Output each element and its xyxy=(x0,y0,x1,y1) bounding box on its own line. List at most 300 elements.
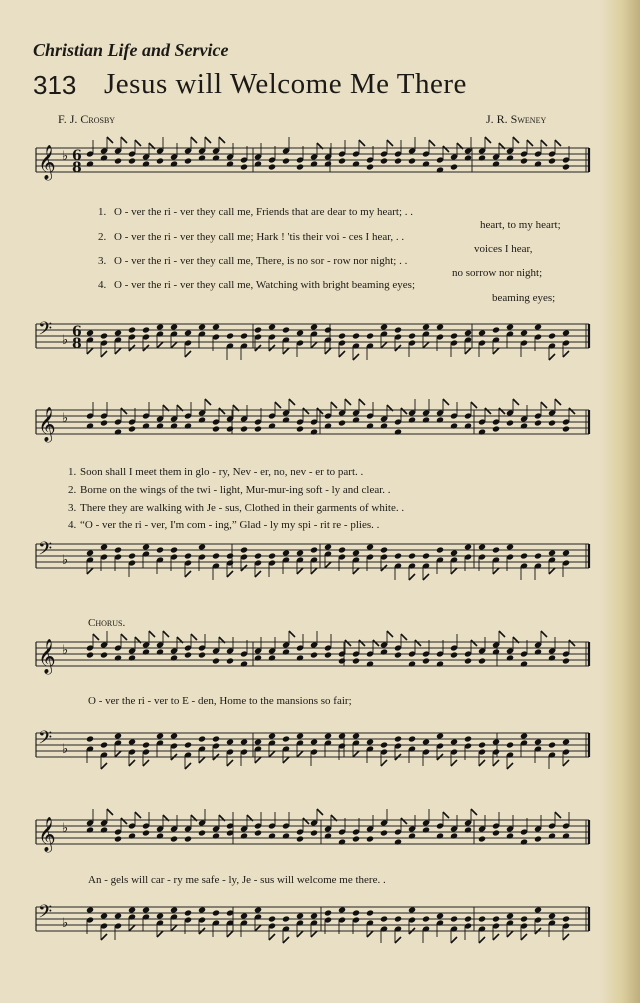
note-head xyxy=(450,549,458,556)
note-head xyxy=(324,160,332,167)
note-head xyxy=(296,912,304,919)
note-head xyxy=(128,654,136,661)
note-head xyxy=(296,163,304,170)
note-head xyxy=(394,735,402,742)
note-flag xyxy=(359,399,365,405)
note-head xyxy=(170,160,178,167)
note-head xyxy=(226,552,234,559)
verse-b-2-lyric: Borne on the wings of the twi - light, Mur-mur-ing soft - ly and clear. . xyxy=(80,484,391,496)
note-flag xyxy=(163,631,169,637)
note-head xyxy=(240,912,248,919)
note-head xyxy=(282,915,290,922)
time-signature-bottom: 8 xyxy=(72,160,82,176)
note-head xyxy=(506,912,514,919)
bass-clef: 𝄢 xyxy=(38,902,53,927)
note-flag xyxy=(569,640,575,646)
note-head xyxy=(464,329,472,336)
note-head xyxy=(86,549,94,556)
note-flag xyxy=(171,925,177,931)
note-head xyxy=(100,419,108,426)
note-head xyxy=(86,651,94,658)
note-flag xyxy=(185,763,191,769)
note-head xyxy=(506,741,514,748)
note-head xyxy=(464,915,472,922)
verse-b-4-number: 4. xyxy=(68,519,77,531)
flat-key-signature: ♭ xyxy=(62,821,69,836)
note-head xyxy=(296,425,304,432)
flat-key-signature: ♭ xyxy=(62,643,69,658)
note-flag xyxy=(297,568,303,574)
note-head xyxy=(128,157,136,164)
note-flag xyxy=(359,140,365,146)
note-head xyxy=(184,157,192,164)
note-head xyxy=(338,906,346,913)
note-flag xyxy=(297,931,303,937)
note-head xyxy=(296,835,304,842)
note-flag xyxy=(269,934,275,940)
note-head xyxy=(142,906,150,913)
note-head xyxy=(310,428,318,435)
chorus-label: Chorus. xyxy=(88,617,126,629)
note-head xyxy=(520,838,528,845)
note-head xyxy=(520,732,528,739)
note-head xyxy=(114,912,122,919)
note-flag xyxy=(129,925,135,931)
note-head xyxy=(240,738,248,745)
note-head xyxy=(436,166,444,173)
note-head xyxy=(338,657,346,664)
note-head xyxy=(142,160,150,167)
note-head xyxy=(198,154,206,161)
note-flag xyxy=(283,757,289,763)
note-head xyxy=(268,832,276,839)
note-flag xyxy=(415,640,421,646)
note-head xyxy=(268,915,276,922)
note-head xyxy=(562,832,570,839)
bass-clef: 𝄢 xyxy=(38,539,53,564)
note-flag xyxy=(381,760,387,766)
note-head xyxy=(408,735,416,742)
chorus-lyric-2: An - gels will car - ry me safe - ly, Je - sus will welcome me there. . xyxy=(88,874,386,886)
note-flag xyxy=(345,640,351,646)
verse-2-echo: voices I hear, xyxy=(474,243,533,255)
note-flag xyxy=(185,571,191,577)
note-head xyxy=(562,549,570,556)
note-head xyxy=(478,329,486,336)
note-head xyxy=(86,906,94,913)
note-head xyxy=(422,323,430,330)
note-head xyxy=(394,552,402,559)
section-heading: Christian Life and Service xyxy=(33,40,229,60)
author-credit: F. J. Crosby xyxy=(58,112,116,126)
note-head xyxy=(380,915,388,922)
note-head xyxy=(366,332,374,339)
note-head xyxy=(240,660,248,667)
note-flag xyxy=(199,757,205,763)
note-flag xyxy=(353,568,359,574)
note-flag xyxy=(401,634,407,640)
note-flag xyxy=(387,631,393,637)
note-head xyxy=(128,326,136,333)
note-head xyxy=(128,425,136,432)
note-flag xyxy=(541,631,547,637)
note-head xyxy=(408,157,416,164)
note-flag xyxy=(499,631,505,637)
note-flag xyxy=(303,818,309,824)
note-head xyxy=(408,660,416,667)
note-head xyxy=(548,549,556,556)
note-head xyxy=(142,326,150,333)
note-head xyxy=(324,326,332,333)
note-head xyxy=(464,657,472,664)
note-head xyxy=(506,419,514,426)
note-flag xyxy=(493,568,499,574)
note-flag xyxy=(283,348,289,354)
verse-3-lyric: O - ver the ri - ver they call me, There, is no sor - row nor night; . . xyxy=(114,255,408,267)
note-flag xyxy=(135,140,141,146)
note-head xyxy=(478,657,486,664)
note-head xyxy=(240,546,248,553)
note-head xyxy=(254,738,262,745)
note-flag xyxy=(493,934,499,940)
note-head xyxy=(268,163,276,170)
hymn-number: 313 xyxy=(33,70,77,100)
note-head xyxy=(422,915,430,922)
note-head xyxy=(184,651,192,658)
note-head xyxy=(352,909,360,916)
note-flag xyxy=(373,640,379,646)
note-head xyxy=(240,332,248,339)
note-head xyxy=(464,735,472,742)
note-head xyxy=(534,419,542,426)
note-head xyxy=(268,422,276,429)
note-head xyxy=(492,829,500,836)
note-head xyxy=(170,323,178,330)
verse-4-echo: beaming eyes; xyxy=(492,292,556,304)
note-head xyxy=(170,422,178,429)
note-flag xyxy=(157,931,163,937)
note-head xyxy=(86,160,94,167)
note-flag xyxy=(107,137,113,143)
note-head xyxy=(324,651,332,658)
note-flag xyxy=(465,348,471,354)
note-flag xyxy=(485,408,491,414)
note-head xyxy=(310,829,318,836)
verse-2-lyric: O - ver the ri - ver they call me; Hark ! 'tis their voi - ces I hear, . . xyxy=(114,231,405,243)
note-flag xyxy=(205,137,211,143)
time-signature-bottom: 8 xyxy=(72,336,82,352)
note-head xyxy=(226,738,234,745)
note-head xyxy=(422,160,430,167)
treble-clef: 𝄞 xyxy=(38,817,56,852)
note-head xyxy=(352,332,360,339)
note-head xyxy=(562,915,570,922)
note-head xyxy=(464,154,472,161)
note-flag xyxy=(93,634,99,640)
treble-clef: 𝄞 xyxy=(38,407,56,442)
note-head xyxy=(394,157,402,164)
note-flag xyxy=(381,342,387,348)
note-head xyxy=(268,732,276,739)
note-head xyxy=(394,838,402,845)
note-flag xyxy=(289,631,295,637)
note-flag xyxy=(143,760,149,766)
note-flag xyxy=(555,399,561,405)
note-head xyxy=(394,915,402,922)
verse-4-number: 4. xyxy=(98,279,107,291)
note-flag xyxy=(87,568,93,574)
note-head xyxy=(338,419,346,426)
note-flag xyxy=(569,408,575,414)
note-flag xyxy=(101,763,107,769)
note-flag xyxy=(191,634,197,640)
note-head xyxy=(296,549,304,556)
note-head xyxy=(534,648,542,655)
note-head xyxy=(142,741,150,748)
note-head xyxy=(422,738,430,745)
note-head xyxy=(548,419,556,426)
note-flag xyxy=(171,342,177,348)
note-head xyxy=(380,323,388,330)
note-head xyxy=(310,160,318,167)
note-head xyxy=(380,546,388,553)
note-flag xyxy=(219,408,225,414)
note-head xyxy=(534,738,542,745)
note-head xyxy=(198,829,206,836)
note-head xyxy=(506,832,514,839)
note-head xyxy=(198,735,206,742)
note-flag xyxy=(353,751,359,757)
note-head xyxy=(492,915,500,922)
note-head xyxy=(324,909,332,916)
hymn-title: Jesus will Welcome Me There xyxy=(104,68,467,100)
note-head xyxy=(352,835,360,842)
note-head xyxy=(226,425,234,432)
note-head xyxy=(408,332,416,339)
note-flag xyxy=(451,937,457,943)
note-head xyxy=(184,329,192,336)
note-head xyxy=(212,425,220,432)
note-head xyxy=(170,835,178,842)
time-signature-top: 6 xyxy=(72,324,82,340)
note-flag xyxy=(527,140,533,146)
note-head xyxy=(436,832,444,839)
note-head xyxy=(254,160,262,167)
note-flag xyxy=(359,640,365,646)
note-flag xyxy=(219,137,225,143)
note-head xyxy=(310,546,318,553)
note-flag xyxy=(121,137,127,143)
flat-key-signature: ♭ xyxy=(62,553,69,568)
note-flag xyxy=(563,351,569,357)
note-flag xyxy=(423,342,429,348)
note-head xyxy=(492,546,500,553)
note-head xyxy=(212,552,220,559)
note-head xyxy=(478,154,486,161)
note-head xyxy=(394,326,402,333)
flat-key-signature: ♭ xyxy=(62,742,69,757)
note-head xyxy=(282,648,290,655)
note-head xyxy=(408,416,416,423)
note-head xyxy=(450,422,458,429)
note-flag xyxy=(513,399,519,405)
note-flag xyxy=(149,631,155,637)
note-head xyxy=(184,552,192,559)
note-head xyxy=(100,826,108,833)
note-flag xyxy=(129,760,135,766)
note-head xyxy=(156,546,164,553)
note-flag xyxy=(493,760,499,766)
note-head xyxy=(548,741,556,748)
note-head xyxy=(226,657,234,664)
note-head xyxy=(184,909,192,916)
note-flag xyxy=(387,140,393,146)
note-head xyxy=(492,326,500,333)
note-head xyxy=(492,160,500,167)
note-flag xyxy=(521,934,527,940)
note-flag xyxy=(331,402,337,408)
note-head xyxy=(282,326,290,333)
note-head xyxy=(436,660,444,667)
note-flag xyxy=(555,812,561,818)
note-head xyxy=(380,422,388,429)
note-flag xyxy=(311,568,317,574)
note-head xyxy=(562,329,570,336)
note-head xyxy=(520,422,528,429)
note-flag xyxy=(191,137,197,143)
note-flag xyxy=(297,751,303,757)
note-head xyxy=(226,160,234,167)
note-head xyxy=(520,157,528,164)
note-flag xyxy=(507,763,513,769)
flat-key-signature: ♭ xyxy=(62,916,69,931)
note-flag xyxy=(255,571,261,577)
note-head xyxy=(548,654,556,661)
note-flag xyxy=(255,925,261,931)
note-head xyxy=(548,332,556,339)
note-head xyxy=(198,543,206,550)
note-head xyxy=(282,549,290,556)
note-flag xyxy=(443,812,449,818)
note-head xyxy=(184,835,192,842)
note-head xyxy=(142,422,150,429)
note-head xyxy=(212,323,220,330)
note-head xyxy=(380,648,388,655)
verse-b-4-lyric: “O - ver the ri - ver, I'm com - ing,” Glad - ly my spi - rit re - plies. . xyxy=(80,519,380,531)
note-head xyxy=(114,546,122,553)
note-head xyxy=(268,654,276,661)
note-head xyxy=(450,832,458,839)
note-head xyxy=(464,826,472,833)
note-head xyxy=(436,546,444,553)
flat-key-signature: ♭ xyxy=(62,411,69,426)
note-head xyxy=(450,163,458,170)
note-head xyxy=(254,829,262,836)
treble-clef: 𝄞 xyxy=(38,639,56,674)
note-head xyxy=(240,425,248,432)
note-head xyxy=(86,422,94,429)
note-head xyxy=(212,154,220,161)
verse-3-echo: no sorrow nor night; xyxy=(452,267,543,279)
note-head xyxy=(310,323,318,330)
note-head xyxy=(338,157,346,164)
note-head xyxy=(156,832,164,839)
note-head xyxy=(100,741,108,748)
note-flag xyxy=(269,751,275,757)
note-head xyxy=(534,906,542,913)
note-head xyxy=(520,329,528,336)
note-head xyxy=(254,552,262,559)
note-head xyxy=(156,648,164,655)
note-head xyxy=(310,738,318,745)
note-head xyxy=(282,832,290,839)
note-flag xyxy=(227,931,233,937)
note-head xyxy=(366,660,374,667)
note-head xyxy=(422,657,430,664)
flat-key-signature: ♭ xyxy=(62,333,69,348)
note-head xyxy=(506,323,514,330)
note-flag xyxy=(443,399,449,405)
note-head xyxy=(548,157,556,164)
verse-b-3-number: 3. xyxy=(68,502,77,514)
note-head xyxy=(562,738,570,745)
note-head xyxy=(478,543,486,550)
note-head xyxy=(562,425,570,432)
note-flag xyxy=(325,562,331,568)
note-flag xyxy=(471,640,477,646)
note-head xyxy=(198,651,206,658)
note-head xyxy=(478,428,486,435)
note-head xyxy=(548,912,556,919)
note-head xyxy=(296,732,304,739)
note-head xyxy=(282,157,290,164)
note-head xyxy=(128,906,136,913)
note-head xyxy=(114,428,122,435)
note-flag xyxy=(423,574,429,580)
note-head xyxy=(366,738,374,745)
note-head xyxy=(324,832,332,839)
note-head xyxy=(478,915,486,922)
note-head xyxy=(128,738,136,745)
note-head xyxy=(324,422,332,429)
note-head xyxy=(86,735,94,742)
note-head xyxy=(282,416,290,423)
note-head xyxy=(534,323,542,330)
note-head xyxy=(198,906,206,913)
note-head xyxy=(184,422,192,429)
note-flag xyxy=(311,342,317,348)
note-head xyxy=(156,422,164,429)
note-head xyxy=(170,654,178,661)
note-flag xyxy=(409,574,415,580)
note-head xyxy=(436,416,444,423)
page-gutter-shadow xyxy=(600,0,640,1003)
note-head xyxy=(156,323,164,330)
note-flag xyxy=(451,568,457,574)
note-head xyxy=(324,732,332,739)
note-head xyxy=(436,732,444,739)
note-flag xyxy=(283,937,289,943)
note-head xyxy=(548,832,556,839)
note-head xyxy=(142,543,150,550)
note-flag xyxy=(395,937,401,943)
treble-clef: 𝄞 xyxy=(38,145,56,180)
note-head xyxy=(436,323,444,330)
note-head xyxy=(212,832,220,839)
note-flag xyxy=(115,348,121,354)
note-head xyxy=(254,425,262,432)
note-flag xyxy=(121,408,127,414)
